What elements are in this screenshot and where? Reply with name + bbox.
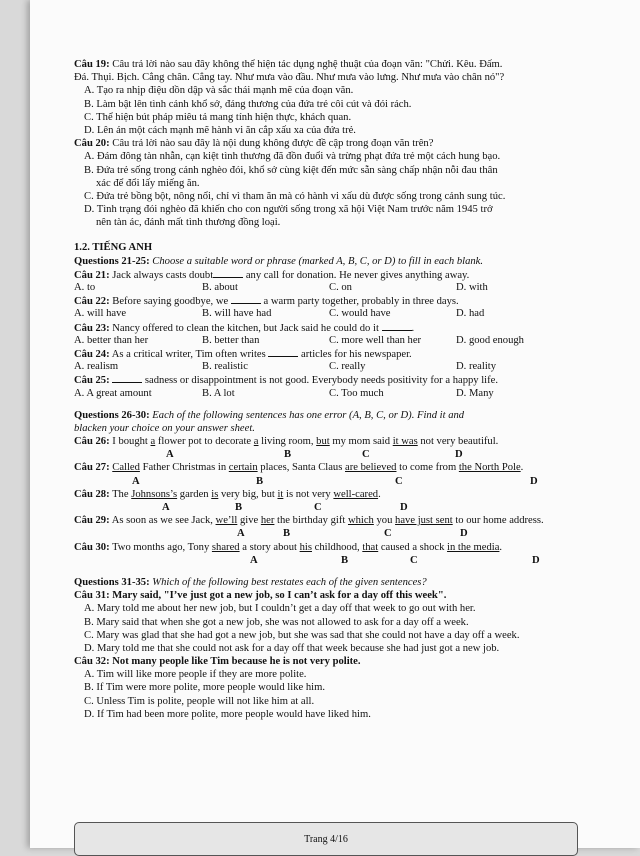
page-content xyxy=(74,58,614,721)
q22-option-a: A. will have xyxy=(74,308,127,320)
q20-option-d: D. Tình trạng đói nghèo đã khiến cho con người sống trong xã hội Việt Nam trước năm 1945 trở xyxy=(84,204,493,216)
q24-option-b: B. realistic xyxy=(202,361,248,373)
section-title: 1.2. TIẾNG ANH xyxy=(74,242,153,254)
q20-option-b-cont: xác để đổi lấy miếng ăn. xyxy=(96,177,200,189)
q25-option-d: D. Many xyxy=(456,387,494,399)
q21-option-c: C. on xyxy=(329,282,352,293)
q27-sentence: Câu 27: Called Father Christmas in certain places, Santa Claus are believed to come from the North Pole. xyxy=(74,462,524,474)
q21-options xyxy=(74,281,614,294)
q29-sentence: Câu 29: As soon as we see Jack, we’ll give her the birthday gift which you have just sent to our home address. xyxy=(74,515,544,527)
q29-underline-d: have just sent xyxy=(395,515,453,527)
q30-underline-d: in the media xyxy=(447,541,500,553)
q27-underline-b: certain xyxy=(228,462,258,474)
q29-underline-a: we’ll xyxy=(215,515,238,527)
q21-blank xyxy=(213,268,243,278)
g2-instruction-2: blacken your choice on your answer sheet. xyxy=(74,422,255,434)
q31-stem: Câu 31: Mary said, "I’ve just got a new job, so I can’t ask for a day off this week". xyxy=(74,590,447,602)
q19-stem-line-1 xyxy=(74,58,614,71)
q28-letters: A B C D xyxy=(162,502,408,513)
q25-option-a: A. A great amount xyxy=(74,387,152,399)
q32-option-a: A. Tim will like more people if they are more polite. xyxy=(84,669,307,681)
q26-sentence: Câu 26: I bought a flower pot to decorate a living room, but my mom said it was not very beautiful. xyxy=(74,436,499,448)
q24-stem: Câu 24: As a critical writer, Tim often writes articles for his newspaper. xyxy=(74,348,412,360)
q22-option-b: B. will have had xyxy=(202,308,272,320)
q22-blank xyxy=(231,294,261,304)
q19-option-d: D. Lên án một cách mạnh mẽ hành vi ăn cắp xấu xa của đứa trẻ. xyxy=(84,124,356,136)
q23-options xyxy=(74,334,614,347)
g3-heading: Questions 31-35: Which of the following best restates each of the given sentences? xyxy=(74,576,427,588)
q20-stem-text: Câu trả lời nào sau đây là nội dung không được đề cập trong đoạn văn trên? xyxy=(112,138,434,150)
q20-option-d-cont: nên tàn ác, đánh mất tình thương đồng loại. xyxy=(96,217,281,229)
q30-underline-c: that xyxy=(362,541,379,553)
page-footer xyxy=(74,822,578,856)
q26-letters: A B C D xyxy=(166,449,463,461)
q20-option-c: C. Đứa trẻ bồng bột, nông nổi, chỉ vì tham ăn mà có hành vi xấu dù được sống trong cảnh sung túc. xyxy=(84,190,506,202)
q27-underline-c: are believed xyxy=(345,462,397,474)
q32-stem: Câu 32: Not many people like Tim because he is not very polite. xyxy=(74,656,361,668)
q25-option-c: C. Too much xyxy=(329,387,384,399)
q31-option-b: B. Mary said that when she got a new job, she was not allowed to ask for a day off a week. xyxy=(84,616,469,628)
q21-option-b: B. about xyxy=(202,282,238,293)
q23-option-b: B. better than xyxy=(202,334,260,346)
q21-stem: Câu 21: Jack always casts doubt any call for donation. He never gives anything away. xyxy=(74,269,470,281)
q29-underline-b: her xyxy=(260,515,275,527)
document-page xyxy=(30,0,640,848)
q28-sentence: Câu 28: The Johnsons’s garden is very big, but it is not very well-cared. xyxy=(74,488,381,500)
q22-options xyxy=(74,307,614,320)
q28-underline-c: it xyxy=(277,488,284,500)
q20-stem xyxy=(74,137,614,150)
g3-instruction: Which of the following best restates each of the given sentences? xyxy=(152,576,427,588)
q19-label: Câu 19: xyxy=(74,59,110,70)
q26-underline-c: but xyxy=(316,436,330,448)
q20-label: Câu 20: xyxy=(74,138,110,150)
q19-stem-text-1: Câu trả lời nào sau đây không thể hiện tác dụng nghệ thuật của đoạn văn: "Chửi. Kêu. Đấm. xyxy=(112,59,503,70)
q30-sentence: Câu 30: Two months ago, Tony shared a story about his childhood, that caused a shock in the media. xyxy=(74,541,503,553)
q24-option-a: A. realism xyxy=(74,361,119,373)
q23-option-c: C. more well than her xyxy=(329,334,422,346)
q31-option-d: D. Mary told me that she could not ask for a day off that week because she had just got a new job. xyxy=(84,642,500,654)
q31-option-a: A. Mary told me about her new job, but I couldn’t get a day off that week to go out with her. xyxy=(84,603,476,615)
q24-options xyxy=(74,360,614,373)
q25-options xyxy=(74,387,614,400)
g2-heading: Questions 26-30: Each of the following sentences has one error (A, B, C, or D). Find it and xyxy=(74,409,465,421)
q20-option-b: B. Đứa trẻ sống trong cảnh nghèo đói, khổ sở cùng kiệt đến mức sẵn sàng chấp nhận nỗi đau thân xyxy=(84,164,498,176)
q20-option-a: A. Đám đông tàn nhẫn, cạn kiệt tình thương đã đồn đuổi và trừng phạt đứa trẻ một cách hung bạo. xyxy=(84,151,501,163)
q21-option-d: D. with xyxy=(456,282,488,293)
q28-underline-d: well-cared xyxy=(333,488,379,500)
q22-option-d: D. had xyxy=(456,308,485,320)
q24-blank xyxy=(268,347,298,357)
q24-option-c: C. really xyxy=(329,361,366,373)
q27-underline-a: Called xyxy=(112,462,140,474)
q26-underline-b: a xyxy=(253,436,259,448)
q19-option-a: A. Tạo ra nhịp điệu dồn dập và sắc thái mạnh mẽ của đoạn văn. xyxy=(84,85,354,97)
q29-letters: A B C D xyxy=(237,528,468,540)
q19-stem-line-2: Đá. Thụi. Bịch. Cẳng chân. Cẳng tay. Như mưa vào đầu. Như mưa vào lưng. Như mưa vào chân nó"? xyxy=(74,72,505,84)
q22-option-c: C. would have xyxy=(329,308,391,320)
q24-option-d: D. reality xyxy=(456,361,497,373)
q31-option-c: C. Mary was glad that she had got a new job, but she was sad that she could not have a day off a week. xyxy=(84,629,520,641)
q30-letters: A B C D xyxy=(250,554,540,566)
q32-option-d: D. If Tim had been more polite, more people would have liked him. xyxy=(84,708,371,720)
g1-heading: Questions 21-25: Choose a suitable word or phrase (marked A, B, C, or D) to fill in each blank. xyxy=(74,255,484,267)
page-number: Trang 4/16 xyxy=(304,834,348,845)
q25-blank xyxy=(112,373,142,383)
q23-blank xyxy=(382,321,412,331)
q19-option-c: C. Thể hiện bút pháp miêu tả mang tính hiện thực, khách quan. xyxy=(84,111,352,123)
q30-underline-b: his xyxy=(299,541,312,553)
q27-letters: A B C D xyxy=(132,475,538,487)
q30-underline-a: shared xyxy=(211,541,240,553)
q26-underline-a: a xyxy=(150,436,156,448)
q19-option-b: B. Làm bật lên tình cảnh khổ sở, đáng thương của đứa trẻ côi cút và đói rách. xyxy=(84,98,412,110)
q21-option-a: A. to xyxy=(74,282,96,293)
q26-underline-d: it was xyxy=(392,436,418,448)
q23-option-a: A. better than her xyxy=(74,334,149,346)
q32-option-b: B. If Tim were more polite, more people would like him. xyxy=(84,682,325,694)
q23-stem: Câu 23: Nancy offered to clean the kitchen, but Jack said he could do it . xyxy=(74,322,415,334)
q28-underline-a: Johnsons’s xyxy=(131,488,178,500)
q32-option-c: C. Unless Tim is polite, people will not like him at all. xyxy=(84,695,315,707)
g2-instruction-1: Each of the following sentences has one error (A, B, C, or D). Find it and xyxy=(152,409,465,421)
q25-option-b: B. A lot xyxy=(202,387,235,399)
q23-option-d: D. good enough xyxy=(456,334,524,346)
q29-underline-c: which xyxy=(347,515,374,527)
q27-underline-d: the North Pole xyxy=(458,462,521,474)
q22-stem: Câu 22: Before saying goodbye, we a warm party together, probably in three days. xyxy=(74,296,459,308)
q28-underline-b: is xyxy=(211,488,219,500)
q25-stem: Câu 25: sadness or disappointment is not good. Everybody needs positivity for a happy life. xyxy=(74,375,498,387)
g1-instruction: Choose a suitable word or phrase (marked A, B, C, or D) to fill in each blank. xyxy=(152,255,484,267)
